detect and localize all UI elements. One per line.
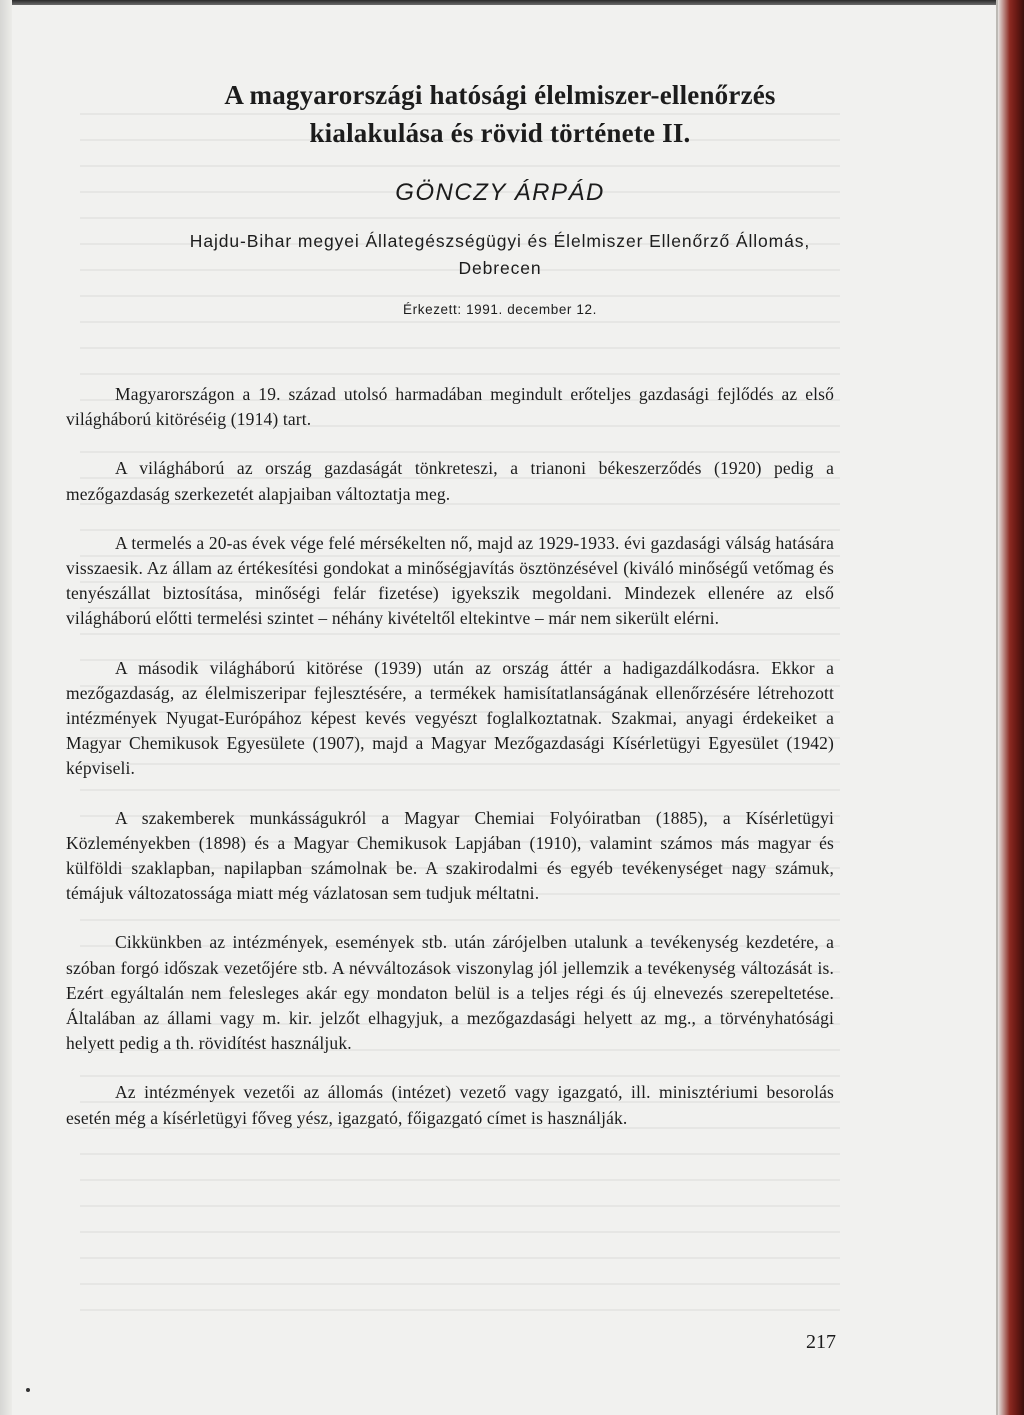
article-title-line-2: kialakulása és rövid története II. — [309, 118, 691, 148]
body-paragraph: Az intézmények vezetői az állomás (intézet) vezető vagy igazgató, ill. minisztériumi besorolás esetén még a kísérletügyi főveg yész, igazgató, főigazgató címet is használják. — [66, 1082, 834, 1128]
body-paragraph: A termelés a 20-as évek vége felé mérsékelten nő, majd az 1929-1933. évi gazdasági válság hatására visszaesik. Az állam az értékesítési gondokat a minőségjavítás ösztönzésével (kiváló minőségű vetőmag és tenyészállat biztosítása, minőségi felár fizetése) igyekszik megoldani. Mindezek ellenére az első világháború előtti termelési szintet – néhány kivételtől eltekintve – már nem sikerült elérni. — [66, 532, 834, 629]
body-paragraph: A második világháború kitörése (1939) után az ország áttér a hadigazdálkodásra. Ekkor a mezőgazdaság, az élelmiszeripar fejlesztésére, a termékek hamisítatlanságának ellenőrzésére létrehozott intézmények Nyugat-Európához képest kevés vegyészt foglalkoztatnak. Szakmai, anyagi érdekeiket a Magyar Chemikusok Egyesülete (1907), majd a Magyar Mezőgazdasági Kísérletügyi Egyesület (1942) képviseli. — [66, 657, 834, 779]
page-left-edge — [0, 0, 12, 1415]
body-paragraph: Cikkünkben az intézmények, események stb. után zárójelben utalunk a tevékenység kezdetére, a szóban forgó időszak vezetőjére stb. A névváltozások viszonylag jól jellemzik a tevékenység változását is. Ezért egyáltalán nem felesleges akár egy mondaton belül is a teljes régi és új elnevezés szerepeltetése. Általában az állami vagy m. kir. jelzőt elhagyjuk, a mezőgazdasági helyett az mg., a törvényhatósági helyett pedig a th. rövidítést használjuk. — [66, 932, 834, 1054]
article-author: GÖNCZY ÁRPÁD — [395, 179, 605, 206]
page-number: 217 — [806, 1331, 836, 1353]
body-paragraph: Magyarországon a 19. század utolsó harmadában megindult erőteljes gazdasági fejlődés az első világháború kitöréséig (1914) tart. — [66, 384, 834, 430]
book-cover-edge — [998, 0, 1024, 1415]
scan-speck — [26, 1388, 30, 1392]
affiliation-line-2: Debrecen — [458, 258, 542, 278]
received-date: Érkezett: 1991. december 12. — [403, 302, 597, 317]
article-title-line-1: A magyarországi hatósági élelmiszer-ellenőrzés — [224, 80, 776, 110]
article-title — [60, 76, 940, 152]
author-affiliation — [60, 228, 940, 282]
article-body — [66, 382, 834, 1155]
page-top-edge — [0, 0, 1024, 5]
body-paragraph: A szakemberek munkásságukról a Magyar Chemiai Folyóiratban (1885), a Kísérletügyi Közleményekben (1898) és a Magyar Chemikusok Lapjában (1910), valamint számos más magyar és külföldi szaklapban, napilapban számolnak be. A szakirodalmi és egyéb tevékenységet nagy számuk, témájuk változatossága miatt még vázlatosan sem tudjuk méltatni. — [66, 807, 834, 904]
affiliation-line-1: Hajdu-Bihar megyei Állategészségügyi és Élelmiszer Ellenőrző Állomás, — [189, 231, 811, 251]
body-paragraph: A világháború az ország gazdaságát tönkreteszi, a trianoni békeszerződés (1920) pedig a mezőgazdaság szerkezetét alapjaiban változtatja meg. — [66, 458, 834, 504]
